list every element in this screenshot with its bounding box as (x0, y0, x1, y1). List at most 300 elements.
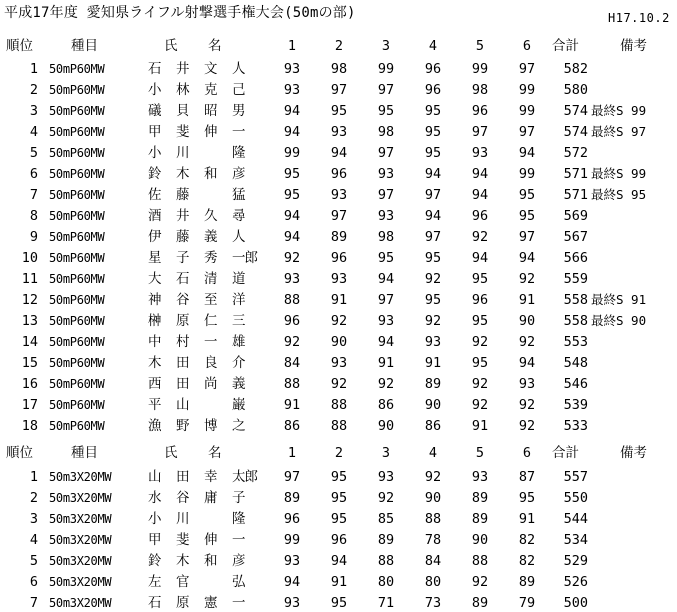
row-rank: 15 (21, 355, 38, 371)
row-remark: 最終S 91 (591, 292, 647, 307)
row-name-char: 礒 (148, 103, 162, 119)
row-name-char: 弘 (232, 574, 246, 590)
row-score: 92 (518, 271, 536, 287)
row-rank: 18 (21, 418, 38, 434)
row-name-char: 鈴 (148, 553, 162, 569)
row-score: 96 (283, 511, 301, 527)
row-score: 95 (471, 313, 489, 329)
row-name-char: 大 (148, 271, 162, 287)
row-name-char: 西 (148, 376, 162, 392)
row-score: 96 (330, 532, 348, 548)
row-total: 553 (563, 334, 588, 350)
row-event: 50mP60MW (49, 272, 105, 286)
row-score: 96 (471, 208, 489, 224)
row-score: 95 (424, 103, 442, 119)
row-total: 566 (563, 250, 588, 266)
header-shot-6: 6 (522, 38, 532, 54)
row-name-char: 伸 (204, 124, 218, 140)
header-event: 種目 (71, 38, 98, 54)
row-score: 89 (471, 595, 489, 611)
header-name-2: 名 (208, 38, 222, 54)
row-event: 50mP60MW (49, 104, 105, 118)
row-score: 90 (424, 490, 442, 506)
row-name-char: 子 (176, 250, 190, 266)
row-score: 94 (377, 334, 395, 350)
row-event: 50mP60MW (49, 314, 105, 328)
row-score: 91 (330, 574, 348, 590)
row-name-char: 石 (148, 595, 162, 611)
row-score: 88 (424, 511, 442, 527)
row-name-char: 藤 (176, 229, 190, 245)
row-name-char: 尚 (204, 376, 218, 392)
row-score: 89 (471, 511, 489, 527)
row-total: 569 (563, 208, 588, 224)
page-title: 平成17年度 愛知県ライフル射撃選手権大会(50mの部) (4, 5, 356, 21)
row-total: 546 (563, 376, 588, 392)
row-name-char: 木 (176, 553, 190, 569)
row-name-char: 井 (176, 61, 190, 77)
row-total: 567 (563, 229, 588, 245)
row-total: 571 (563, 187, 588, 203)
row-score: 88 (283, 376, 301, 392)
row-score: 99 (518, 166, 536, 182)
row-name-char: 伸 (204, 532, 218, 548)
row-score: 71 (377, 595, 395, 611)
row-rank: 7 (29, 595, 38, 611)
row-score: 99 (518, 103, 536, 119)
row-score: 95 (471, 271, 489, 287)
row-event: 50mP60MW (49, 209, 105, 223)
row-rank: 1 (29, 469, 38, 485)
row-name-char: 木 (176, 166, 190, 182)
row-name-char: 水 (148, 490, 162, 506)
row-score: 93 (283, 271, 301, 287)
row-rank: 16 (21, 376, 38, 392)
row-name-char: 清 (204, 271, 218, 287)
header-shot-5: 5 (475, 445, 485, 461)
row-score: 94 (283, 208, 301, 224)
row-rank: 5 (29, 553, 38, 569)
row-name-char: 克 (204, 82, 218, 98)
row-name-char: 貝 (176, 103, 190, 119)
row-score: 91 (424, 355, 442, 371)
row-event: 50mP60MW (49, 146, 105, 160)
row-event: 50mP60MW (49, 293, 105, 307)
row-score: 99 (377, 61, 395, 77)
row-score: 97 (377, 187, 395, 203)
row-name-char: 和 (204, 166, 218, 182)
row-name-char: 一郎 (232, 250, 257, 266)
row-score: 89 (424, 376, 442, 392)
row-event: 50mP60MW (49, 356, 105, 370)
row-score: 97 (377, 292, 395, 308)
row-event: 50mP60MW (49, 188, 105, 202)
header-remarks: 備考 (620, 38, 647, 54)
row-score: 91 (471, 418, 489, 434)
row-remark: 最終S 97 (591, 124, 647, 139)
row-name-char: 一 (232, 532, 246, 548)
row-score: 94 (471, 250, 489, 266)
header-rank: 順位 (6, 445, 33, 461)
row-score: 92 (377, 376, 395, 392)
row-score: 90 (471, 532, 489, 548)
row-score: 93 (330, 271, 348, 287)
row-score: 93 (330, 187, 348, 203)
header-name-1: 氏 (164, 445, 178, 461)
row-score: 93 (471, 145, 489, 161)
row-name-char: 石 (176, 271, 190, 287)
row-total: 574 (563, 124, 588, 140)
row-name-char: 仁 (204, 313, 218, 329)
row-name-char: 林 (176, 82, 190, 98)
row-name-char: 官 (176, 574, 190, 590)
row-total: 574 (563, 103, 588, 119)
row-score: 80 (424, 574, 442, 590)
row-score: 95 (330, 490, 348, 506)
row-score: 93 (330, 355, 348, 371)
header-name-2: 名 (208, 445, 222, 461)
row-event: 50mP60MW (49, 377, 105, 391)
row-score: 95 (424, 145, 442, 161)
row-remark: 最終S 99 (591, 166, 647, 181)
row-score: 93 (377, 469, 395, 485)
row-name-char: 木 (148, 355, 162, 371)
header-shot-4: 4 (428, 445, 438, 461)
row-score: 96 (471, 103, 489, 119)
row-event: 50mP60MW (49, 125, 105, 139)
row-remark: 最終S 95 (591, 187, 647, 202)
header-shot-4: 4 (428, 38, 438, 54)
row-score: 97 (330, 82, 348, 98)
header-shot-2: 2 (334, 38, 344, 54)
row-rank: 14 (21, 334, 38, 350)
row-event: 50mP60MW (49, 398, 105, 412)
row-score: 97 (424, 229, 442, 245)
row-score: 94 (518, 250, 536, 266)
row-score: 94 (424, 208, 442, 224)
row-rank: 3 (29, 511, 38, 527)
row-score: 95 (377, 103, 395, 119)
row-total: 500 (563, 595, 588, 611)
row-event: 50mP60MW (49, 251, 105, 265)
row-name-char: 義 (232, 376, 246, 392)
row-name-char: 義 (204, 229, 218, 245)
row-name-char: 隆 (232, 511, 246, 527)
row-score: 90 (330, 334, 348, 350)
row-rank: 1 (29, 61, 38, 77)
row-score: 82 (518, 532, 536, 548)
row-score: 96 (330, 166, 348, 182)
row-score: 84 (424, 553, 442, 569)
row-total: 557 (563, 469, 588, 485)
row-score: 89 (283, 490, 301, 506)
row-score: 88 (471, 553, 489, 569)
row-name-char: 左 (148, 574, 162, 590)
row-score: 99 (471, 61, 489, 77)
row-total: 539 (563, 397, 588, 413)
row-score: 90 (424, 397, 442, 413)
row-score: 90 (518, 313, 536, 329)
row-name-char: 川 (176, 145, 190, 161)
row-remark: 最終S 90 (591, 313, 647, 328)
row-total: 572 (563, 145, 588, 161)
row-name-char: 酒 (148, 208, 162, 224)
row-score: 92 (471, 376, 489, 392)
row-rank: 9 (29, 229, 38, 245)
row-score: 86 (424, 418, 442, 434)
row-total: 558 (563, 313, 588, 329)
row-score: 96 (471, 292, 489, 308)
row-score: 93 (424, 334, 442, 350)
row-name-char: 小 (148, 145, 162, 161)
row-name-char: 憲 (204, 595, 218, 611)
row-score: 98 (471, 82, 489, 98)
row-name-char: 雄 (232, 334, 246, 350)
row-name-char: 三 (232, 313, 246, 329)
row-score: 92 (283, 250, 301, 266)
row-name-char: 尋 (232, 208, 246, 224)
row-total: 529 (563, 553, 588, 569)
row-name-char: 文 (204, 61, 218, 77)
row-name-char: 甲 (148, 124, 162, 140)
row-score: 80 (377, 574, 395, 590)
row-score: 95 (330, 469, 348, 485)
row-rank: 5 (29, 145, 38, 161)
row-event: 50m3X20MW (49, 554, 112, 568)
header-shot-1: 1 (287, 445, 297, 461)
row-name-char: 男 (232, 103, 246, 119)
row-score: 97 (518, 229, 536, 245)
row-name-char: 山 (148, 469, 162, 485)
row-score: 88 (330, 397, 348, 413)
row-score: 98 (377, 124, 395, 140)
row-name-char: 道 (232, 271, 246, 287)
row-name-char: 猛 (232, 187, 246, 203)
row-name-char: 藤 (176, 187, 190, 203)
row-name-char: 人 (232, 229, 246, 245)
row-score: 96 (283, 313, 301, 329)
row-name-char: 和 (204, 553, 218, 569)
header-shot-5: 5 (475, 38, 485, 54)
row-total: 534 (563, 532, 588, 548)
row-total: 559 (563, 271, 588, 287)
row-score: 88 (330, 418, 348, 434)
row-event: 50m3X20MW (49, 512, 112, 526)
row-name-char: 斐 (176, 532, 190, 548)
row-rank: 4 (29, 124, 38, 140)
row-event: 50mP60MW (49, 419, 105, 433)
row-name-char: 川 (176, 511, 190, 527)
row-rank: 13 (21, 313, 38, 329)
row-score: 95 (377, 250, 395, 266)
row-rank: 4 (29, 532, 38, 548)
row-score: 78 (424, 532, 442, 548)
row-score: 79 (518, 595, 536, 611)
row-rank: 2 (29, 490, 38, 506)
row-name-char: 神 (148, 292, 162, 308)
row-remark: 最終S 99 (591, 103, 647, 118)
row-score: 95 (330, 595, 348, 611)
row-score: 94 (330, 145, 348, 161)
row-score: 95 (518, 187, 536, 203)
row-name-char: 己 (232, 82, 246, 98)
row-name-char: 田 (176, 355, 190, 371)
row-score: 88 (377, 553, 395, 569)
header-shot-3: 3 (381, 38, 391, 54)
row-event: 50m3X20MW (49, 470, 112, 484)
row-event: 50mP60MW (49, 167, 105, 181)
row-score: 95 (330, 103, 348, 119)
row-score: 93 (283, 82, 301, 98)
row-name-char: 原 (176, 313, 190, 329)
row-total: 550 (563, 490, 588, 506)
row-score: 97 (377, 145, 395, 161)
row-name-char: 一 (232, 595, 246, 611)
row-total: 571 (563, 166, 588, 182)
row-score: 95 (424, 292, 442, 308)
row-score: 92 (471, 574, 489, 590)
row-name-char: 洋 (232, 292, 246, 308)
row-name-char: 之 (232, 418, 246, 434)
row-score: 94 (471, 166, 489, 182)
row-name-char: 至 (204, 292, 218, 308)
row-score: 98 (377, 229, 395, 245)
row-score: 92 (424, 313, 442, 329)
row-score: 86 (283, 418, 301, 434)
row-name-char: 漁 (148, 418, 162, 434)
row-name-char: 谷 (176, 490, 190, 506)
row-name-char: 人 (232, 61, 246, 77)
row-score: 94 (424, 166, 442, 182)
row-rank: 12 (21, 292, 38, 308)
row-score: 91 (518, 511, 536, 527)
row-rank: 6 (29, 166, 38, 182)
row-name-char: 秀 (204, 250, 218, 266)
row-name-char: 巌 (232, 397, 246, 413)
row-name-char: 庸 (204, 490, 218, 506)
header-shot-2: 2 (334, 445, 344, 461)
row-score: 84 (283, 355, 301, 371)
row-name-char: 村 (176, 334, 190, 350)
row-score: 93 (377, 166, 395, 182)
date-label: H17.10.2 (608, 11, 670, 25)
row-score: 97 (518, 124, 536, 140)
row-score: 98 (330, 61, 348, 77)
row-name-char: 山 (176, 397, 190, 413)
row-name-char: 斐 (176, 124, 190, 140)
row-score: 97 (330, 208, 348, 224)
row-score: 99 (518, 82, 536, 98)
row-name-char: 小 (148, 511, 162, 527)
row-event: 50mP60MW (49, 335, 105, 349)
row-name-char: 田 (176, 376, 190, 392)
row-name-char: 伊 (148, 229, 162, 245)
row-total: 533 (563, 418, 588, 434)
row-rank: 17 (21, 397, 38, 413)
row-score: 95 (283, 187, 301, 203)
row-event: 50m3X20MW (49, 596, 112, 610)
row-total: 580 (563, 82, 588, 98)
row-name-char: 小 (148, 82, 162, 98)
row-score: 97 (283, 469, 301, 485)
header-event: 種目 (71, 445, 98, 461)
row-score: 93 (283, 595, 301, 611)
row-score: 95 (471, 355, 489, 371)
row-score: 91 (283, 397, 301, 413)
row-name-char: 昭 (204, 103, 218, 119)
row-score: 87 (518, 469, 536, 485)
row-score: 89 (330, 229, 348, 245)
row-name-char: 石 (148, 61, 162, 77)
row-rank: 10 (21, 250, 38, 266)
row-score: 92 (471, 397, 489, 413)
row-score: 95 (424, 124, 442, 140)
row-score: 85 (377, 511, 395, 527)
row-score: 88 (283, 292, 301, 308)
row-name-char: 幸 (204, 469, 218, 485)
row-event: 50m3X20MW (49, 575, 112, 589)
row-name-char: 彦 (232, 553, 246, 569)
row-score: 91 (377, 355, 395, 371)
row-score: 96 (330, 250, 348, 266)
row-name-char: 子 (232, 490, 246, 506)
row-name-char: 介 (232, 355, 246, 371)
row-name-char: 谷 (176, 292, 190, 308)
row-score: 95 (518, 208, 536, 224)
row-score: 97 (424, 187, 442, 203)
row-name-char: 田 (176, 469, 190, 485)
row-score: 93 (377, 208, 395, 224)
row-rank: 2 (29, 82, 38, 98)
row-name-char: 平 (148, 397, 162, 413)
row-event: 50mP60MW (49, 230, 105, 244)
row-name-char: 彦 (232, 166, 246, 182)
row-score: 94 (283, 124, 301, 140)
row-name-char: 佐 (148, 187, 162, 203)
row-score: 92 (424, 469, 442, 485)
row-score: 91 (330, 292, 348, 308)
header-shot-6: 6 (522, 445, 532, 461)
header-name-1: 氏 (164, 38, 178, 54)
row-score: 92 (330, 313, 348, 329)
row-total: 582 (563, 61, 588, 77)
row-score: 93 (471, 469, 489, 485)
row-score: 96 (424, 82, 442, 98)
row-score: 91 (518, 292, 536, 308)
row-event: 50mP60MW (49, 83, 105, 97)
row-score: 92 (283, 334, 301, 350)
row-event: 50mP60MW (49, 62, 105, 76)
header-shot-1: 1 (287, 38, 297, 54)
row-name-char: 原 (176, 595, 190, 611)
header-rank: 順位 (6, 38, 33, 54)
row-score: 92 (424, 271, 442, 287)
row-total: 548 (563, 355, 588, 371)
row-name-char: 良 (204, 355, 218, 371)
row-name-char: 中 (148, 334, 162, 350)
row-score: 93 (518, 376, 536, 392)
row-name-char: 太郎 (232, 469, 257, 485)
row-name-char: 野 (176, 418, 190, 434)
row-score: 95 (518, 490, 536, 506)
row-rank: 11 (21, 271, 38, 287)
row-rank: 6 (29, 574, 38, 590)
row-score: 92 (518, 397, 536, 413)
row-score: 97 (518, 61, 536, 77)
row-score: 95 (283, 166, 301, 182)
row-score: 92 (471, 229, 489, 245)
row-total: 558 (563, 292, 588, 308)
